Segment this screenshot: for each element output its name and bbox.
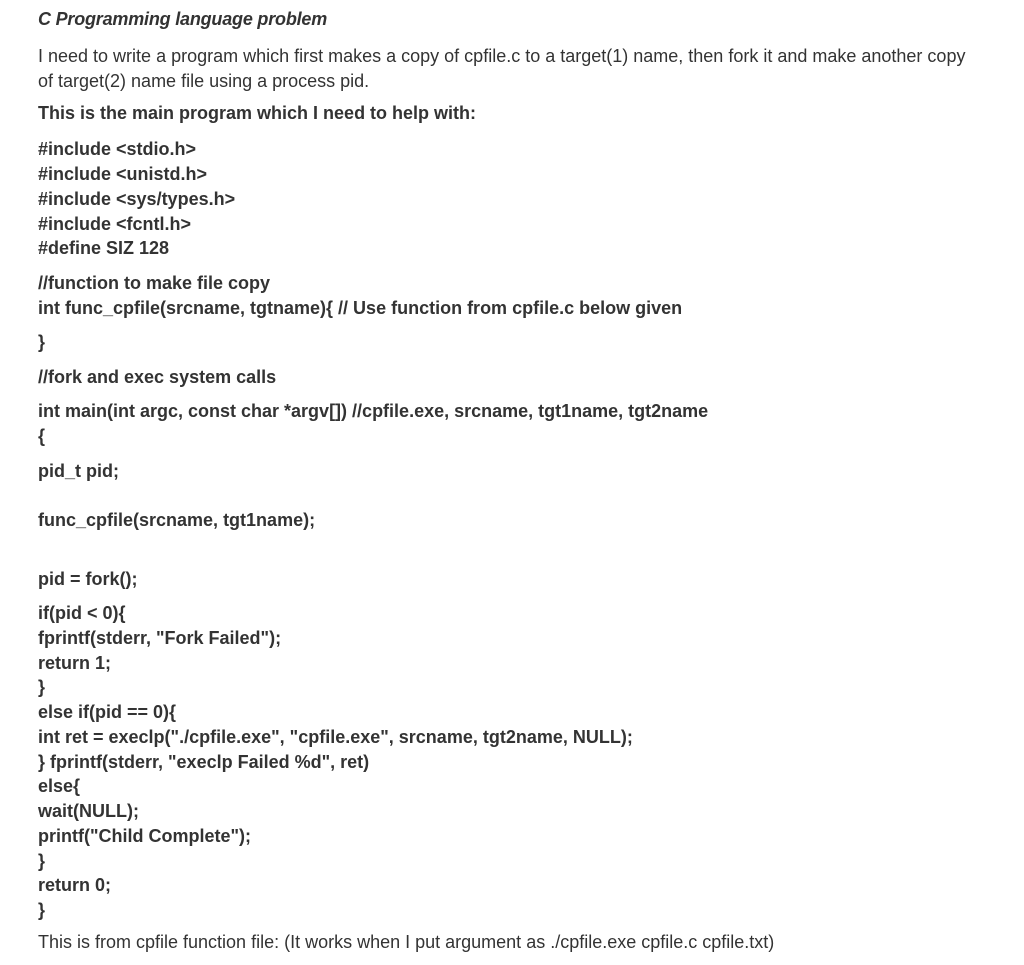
code-line-func-close: } <box>38 332 46 352</box>
question-intro: I need to write a program which first makes a copy of cpfile.c to a target(1) name, then fork it and make another copy of target(2) name file using a process pid. <box>38 46 966 91</box>
code-line-include-types: #include <sys/types.h> <box>38 189 236 209</box>
code-intro-heading: This is the main program which I need to help with: <box>38 103 477 123</box>
code-line-pid-decl: pid_t pid; <box>38 461 119 481</box>
code-line-if-close: } <box>38 677 46 697</box>
code-line-return-zero: return 0; <box>38 875 112 895</box>
code-line-comment-fork: //fork and exec system calls <box>38 367 277 387</box>
code-line-include-fcntl: #include <fcntl.h> <box>38 214 192 234</box>
cpfile-note: This is from cpfile function file: (It works when I put argument as ./cpfile.exe cpfile.c cpfile.txt) <box>38 932 775 952</box>
code-line-include-unistd: #include <unistd.h> <box>38 164 208 184</box>
code-line-comment-copy: //function to make file copy <box>38 273 271 293</box>
code-line-include-stdio: #include <stdio.h> <box>38 139 197 159</box>
code-line-child-complete: printf("Child Complete"); <box>38 826 252 846</box>
code-line-fork-failed: fprintf(stderr, "Fork Failed"); <box>38 628 282 648</box>
code-line-else-parent: else{ <box>38 776 81 796</box>
code-line-define-siz: #define SIZ 128 <box>38 238 170 258</box>
code-line-else-if-child: else if(pid == 0){ <box>38 702 177 722</box>
code-line-func-signature: int func_cpfile(srcname, tgtname){ // Use function from cpfile.c below given <box>38 298 683 318</box>
code-line-wait: wait(NULL); <box>38 801 139 821</box>
code-line-execlp-failed: } fprintf(stderr, "execlp Failed %d", ret) <box>38 752 370 772</box>
code-line-else-close: } <box>38 851 46 871</box>
code-line-execlp: int ret = execlp("./cpfile.exe", "cpfile.exe", srcname, tgt2name, NULL); <box>38 727 633 747</box>
code-line-if-error: if(pid < 0){ <box>38 603 126 623</box>
code-line-return-one: return 1; <box>38 653 112 673</box>
code-line-main-signature: int main(int argc, const char *argv[]) //cpfile.exe, srcname, tgt1name, tgt2name <box>38 401 709 421</box>
code-line-first-copy: func_cpfile(srcname, tgt1name); <box>38 510 316 530</box>
code-line-main-close: } <box>38 900 46 920</box>
question-title: C Programming language problem <box>38 9 328 29</box>
code-line-fork-call: pid = fork(); <box>38 569 138 589</box>
code-line-main-open: { <box>38 426 46 446</box>
